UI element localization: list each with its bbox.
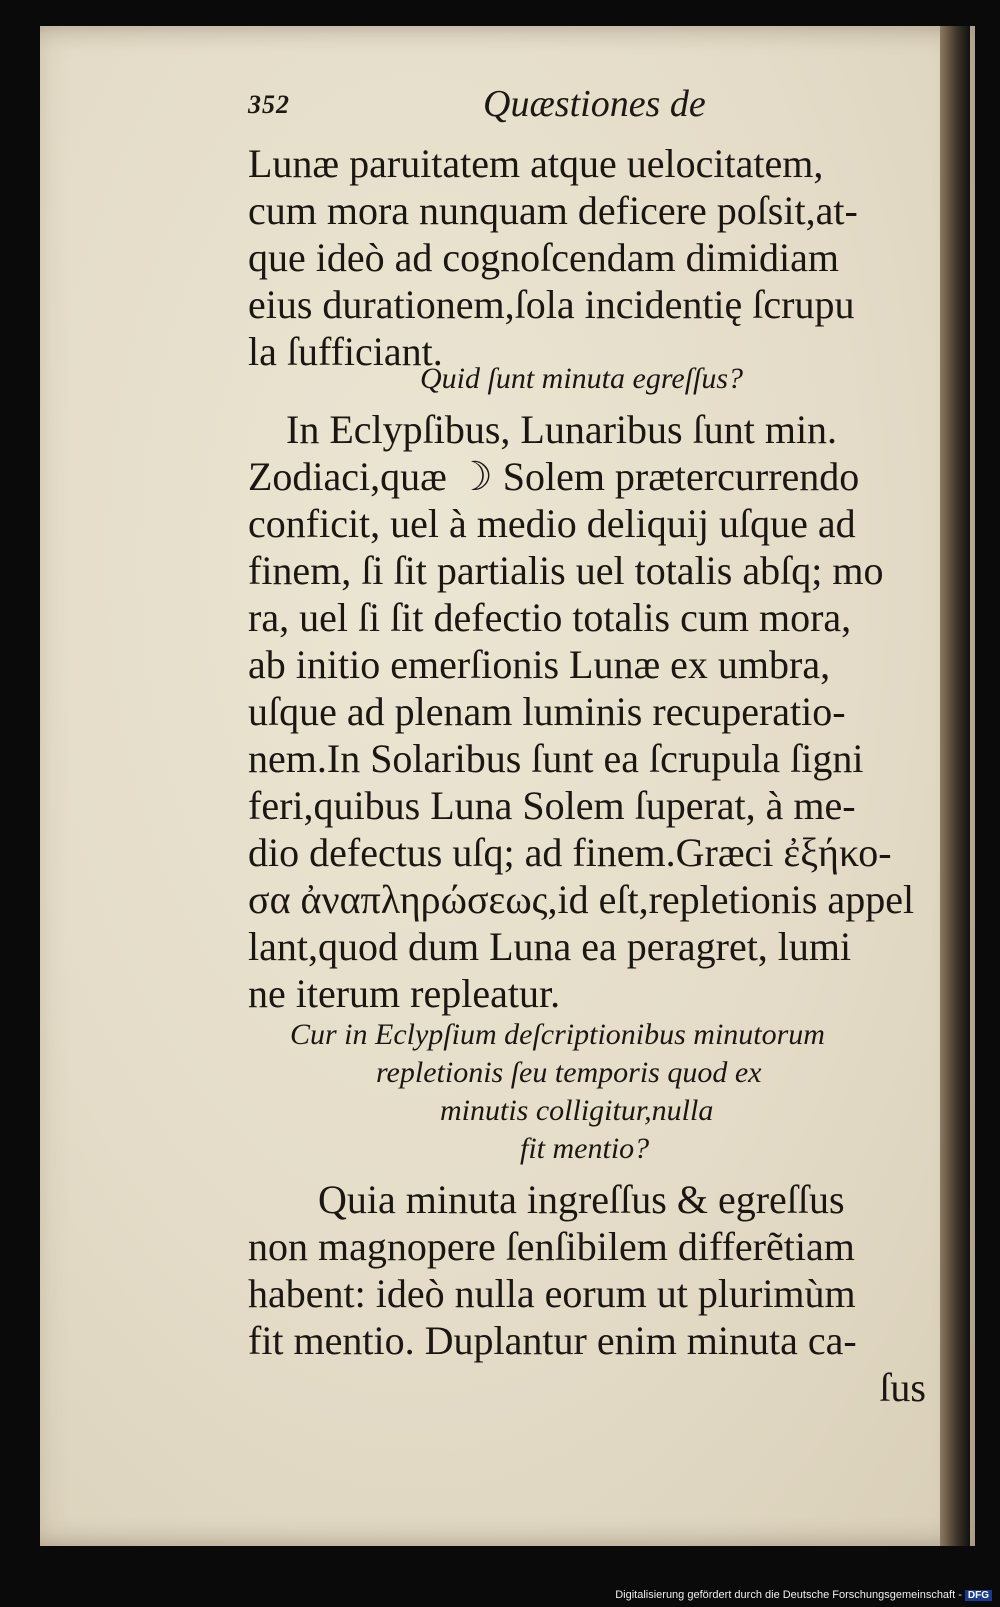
text-line: non magnopere ſenſibilem differẽtiam (248, 1224, 855, 1269)
text-line: ra, uel ſi ſit defectio totalis cum mora, (248, 595, 852, 640)
section-heading-2-line: Cur in Eclypſium deſcriptionibus minutorum (290, 1018, 825, 1051)
page-number: 352 (248, 90, 290, 119)
running-head (248, 82, 868, 132)
book-spine-shadow (940, 26, 970, 1546)
text-line: ab initio emerſionis Lunæ ex umbra, (248, 642, 831, 687)
digitization-footer (615, 1589, 992, 1601)
text-line: In Eclypſibus, Lunaribus ſunt min. (286, 407, 838, 452)
text-line: Lunæ paruitatem atque uelocitatem, (248, 141, 824, 186)
section-heading-1: Quid ſunt minuta egreſſus? (420, 362, 744, 395)
footer-text: Digitalisierung gefördert durch die Deutsche Forschungsgemeinschaft - (615, 1589, 962, 1601)
text-line: la ſufficiant. (248, 329, 443, 374)
section-heading-2-line: fit mentio? (520, 1132, 650, 1165)
text-line: feri,quibus Luna Solem ſuperat, à me- (248, 783, 856, 828)
text-line: dio defectus uſq; ad finem.Græci ἐξήκο- (248, 830, 892, 875)
text-line: uſque ad plenam luminis recuperatio- (248, 689, 846, 734)
text-line: finem, ſi ſit partialis uel totalis abſq; mo (248, 548, 884, 593)
paragraph-1 (248, 140, 928, 375)
paragraph-2 (248, 406, 928, 1017)
text-line: lant,quod dum Luna ea peragret, lumi (248, 924, 852, 969)
text-line: nem.In Solaribus ſunt ea ſcrupula ſigni (248, 736, 864, 781)
catchword: ſus (879, 1365, 926, 1410)
text-line: Quia minuta ingreſſus & egreſſus (318, 1177, 845, 1222)
text-line: eius durationem,ſola incidentię ſcrupu (248, 282, 855, 327)
text-line: fit mentio. Duplantur enim minuta ca- (248, 1318, 857, 1363)
text-line: cum mora nunquam deficere poſsit,at- (248, 188, 858, 233)
text-line: σα ἀναπληρώσεως,id eſt,repletionis appel (248, 877, 915, 922)
text-line: ne iterum repleatur. (248, 971, 561, 1016)
dfg-logo: DFG (965, 1590, 992, 1601)
section-heading-2-line: minutis colligitur,nulla (440, 1094, 714, 1127)
paragraph-3 (248, 1176, 928, 1364)
text-line: que ideò ad cognoſcendam dimidiam (248, 235, 839, 280)
text-line: conficit, uel à medio deliquij uſque ad (248, 501, 856, 546)
running-title: Quæstiones de (483, 83, 706, 125)
text-line: habent: ideò nulla eorum ut plurimùm (248, 1271, 856, 1316)
section-heading-2-line: repletionis ſeu temporis quod ex (376, 1056, 762, 1089)
text-line: Zodiaci,quæ ☽ Solem prætercurrendo (248, 454, 860, 499)
